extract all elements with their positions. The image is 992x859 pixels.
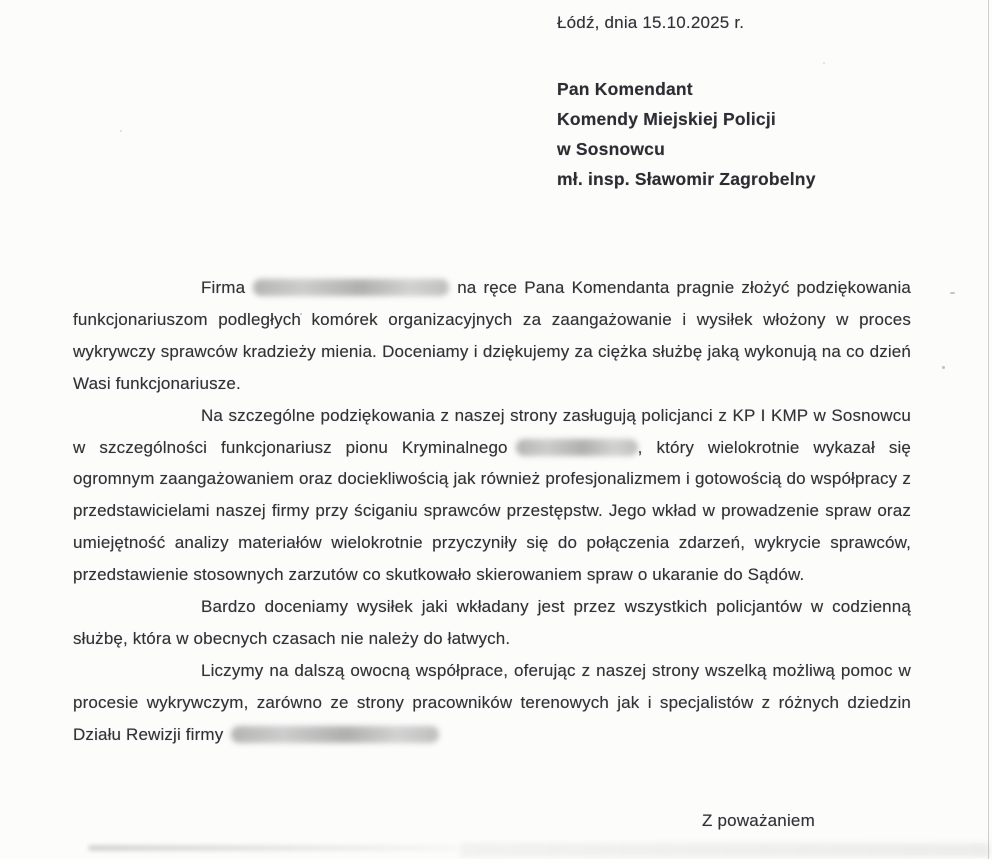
paragraph-4	[73, 655, 911, 751]
paragraph-1	[73, 272, 911, 400]
letter-body	[73, 272, 911, 751]
paragraph-3	[73, 591, 911, 655]
paragraph-2-lead: Na szczególne podziękowania z naszej strony zasługują policjanci z KP I KMP w Sosnowcu w szczególności funkcjonariusz pionu Kryminalnego	[73, 405, 911, 457]
recipient-unit: Komendy Miejskiej Policji	[557, 109, 776, 129]
paragraph-3-text: Bardzo doceniamy wysiłek jaki wkładany jest przez wszystkich policjantów w codzienną służbę, która w obecnych czasach nie należy do łatwych.	[73, 597, 911, 648]
closing-salutation: Z poważaniem	[702, 811, 815, 830]
scan-speckle	[823, 62, 825, 64]
redacted-company-name	[253, 279, 449, 296]
paragraph-2	[73, 400, 911, 591]
recipient-name: mł. insp. Sławomir Zagrobelny	[557, 169, 816, 189]
scan-speckle	[300, 313, 302, 315]
scan-speckle	[942, 366, 945, 369]
paragraph-2-rest: , który wielokrotnie wykazał się ogromnym zaangażowaniem oraz dociekliwością jak również profesjonalizmem i gotowością do współpracy z przedstawicielami naszej firmy przy ściganiu sprawców przestępstw. Jego wkład w prowadzenie spraw oraz umiejętność analizy materiałów wielokrotnie przyczyniły się do połączenia zdarzeń, wykrycie sprawców, przedstawienie stosownych zarzutów co skutkowało skierowaniem spraw o ukaranie do Sądów.	[73, 437, 911, 585]
redacted-company-name-2	[231, 726, 439, 743]
scan-speckle	[950, 292, 955, 294]
paragraph-4-lead: Liczymy na dalszą owocną współprace, oferując z naszej strony wszelką możliwą pomoc w procesie wykrywczym, zarówno ze strony pracowników terenowych jak i specjalistów z różnych dziedzin Działu Rewizji firmy	[73, 660, 911, 744]
paragraph-1-lead: Firma	[201, 278, 246, 297]
date-line: Łódź, dnia 15.10.2025 r.	[557, 13, 745, 32]
scan-noise-artifact	[460, 843, 990, 857]
scan-speckle	[120, 130, 122, 132]
recipient-block	[557, 74, 816, 194]
paragraph-1-rest: na ręce Pana Komendanta pragnie złożyć podziękowania funkcjonariuszom podległych komórek organizacyjnych za zaangażowanie i wysiłek włożony w proces wykrywczy sprawców kradzieży mienia. Doceniamy i dziękujemy za ciężka służbę jaką wykonują na co dzień Wasi funkcjonariusze.	[73, 278, 911, 393]
scan-smudge-artifact	[88, 845, 458, 851]
recipient-city: w Sosnowcu	[557, 139, 665, 159]
redacted-officer-name	[516, 439, 638, 456]
recipient-title: Pan Komendant	[557, 79, 693, 99]
scan-edge-artifact	[988, 0, 989, 859]
